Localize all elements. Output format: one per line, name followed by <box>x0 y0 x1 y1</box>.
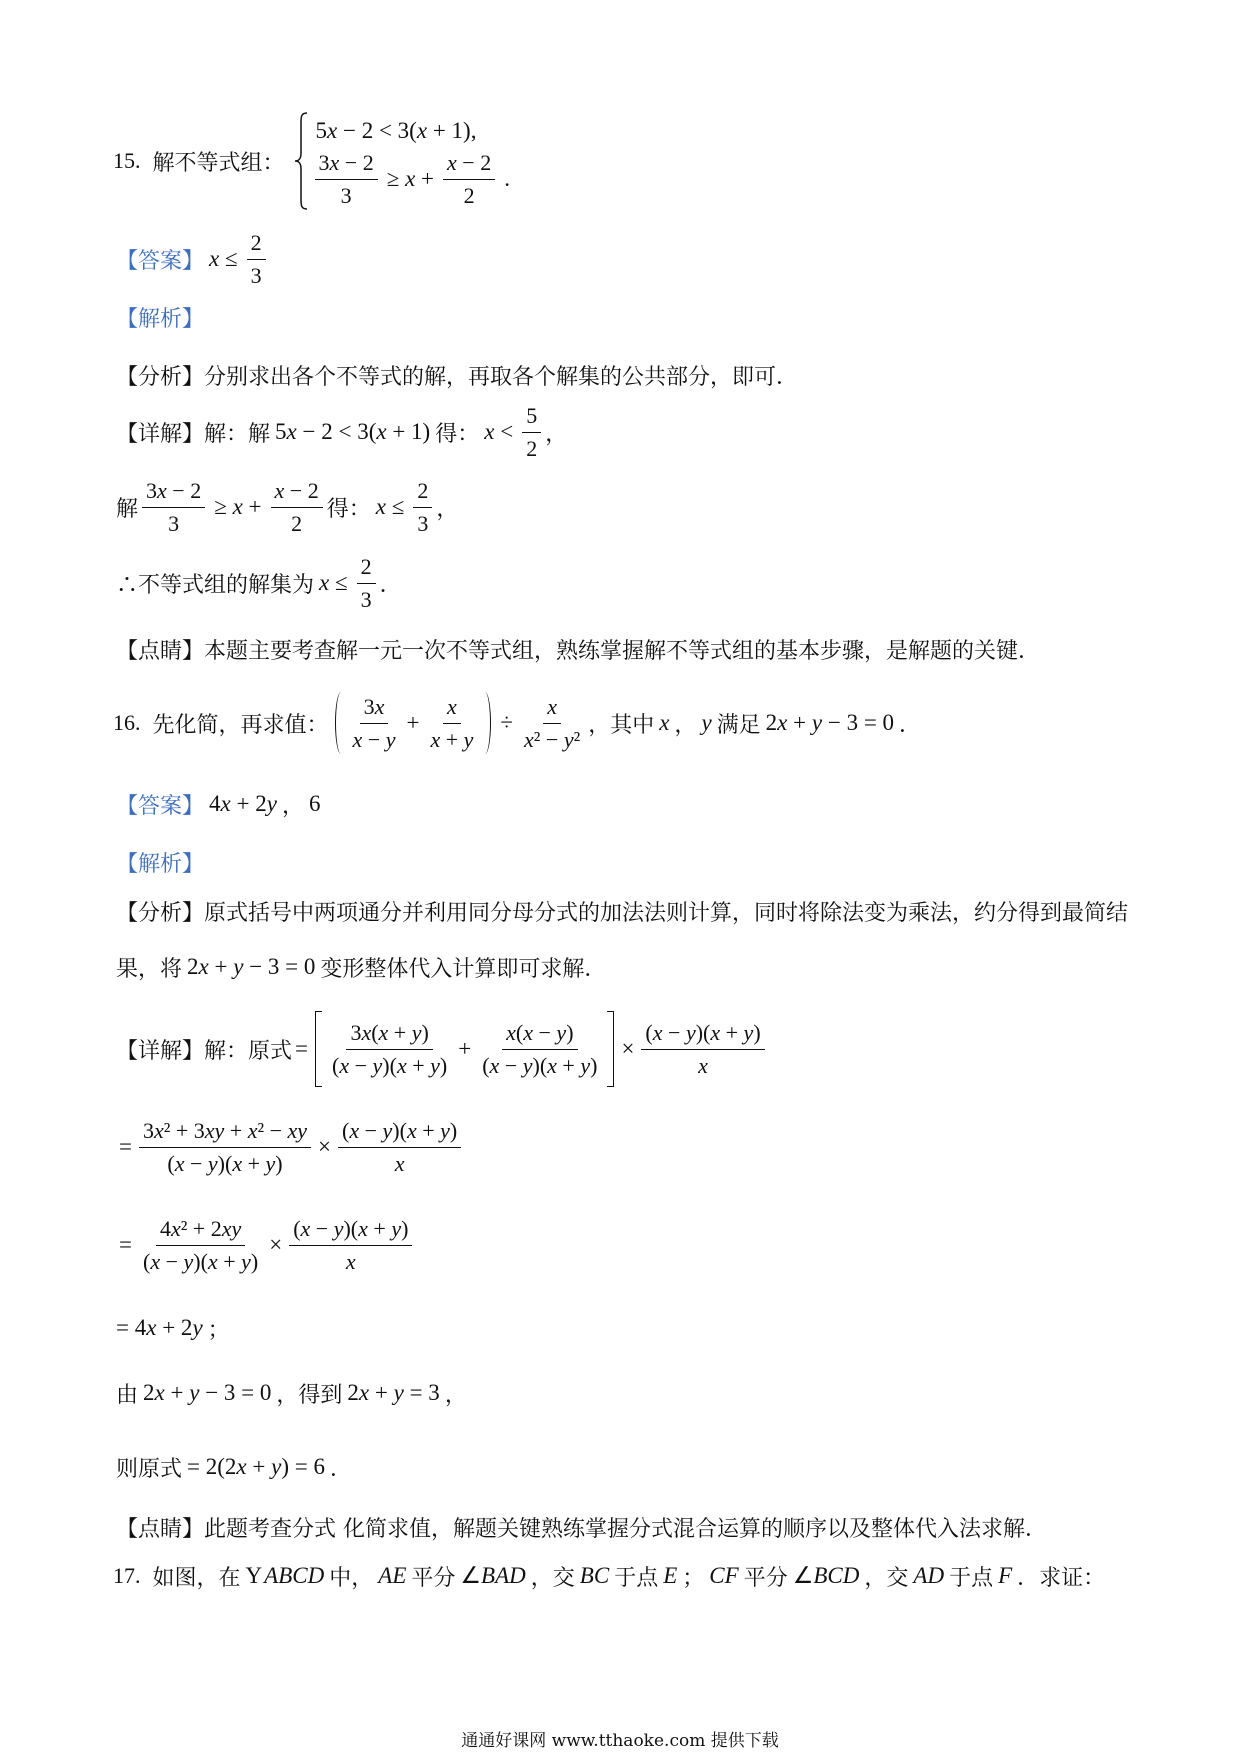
numerator: x − 2 <box>443 150 495 179</box>
answer-value: 6 <box>308 791 321 816</box>
fraction <box>139 1118 311 1176</box>
fraction <box>520 694 584 752</box>
numerator: 3x² + 3xy + x² − xy <box>139 1118 311 1147</box>
denominator: 3 <box>360 586 372 612</box>
question-prompt: 先化简，再求值： <box>152 712 329 738</box>
math-variable: x <box>659 710 670 735</box>
fraction <box>349 694 400 752</box>
xiangjie-label: 【详解】 <box>116 421 205 447</box>
punctuation: ， <box>436 496 459 522</box>
fraction <box>139 1216 262 1274</box>
left-bracket <box>315 1011 322 1087</box>
dianjing-label: 【点睛】 <box>116 638 205 664</box>
denominator: (x − y)(x + y) <box>142 1248 259 1274</box>
denominator: 2 <box>463 182 475 208</box>
math-expression: ≥ x + <box>214 494 262 519</box>
math-expression: 2x + y − 3 = 0 <box>765 710 895 735</box>
equals-sign: = <box>295 1036 309 1061</box>
math-expression: = 2(2x + y) = 6 <box>187 1454 325 1479</box>
q15-analysis-heading <box>116 302 204 332</box>
q16-xiangjie-line-6 <box>116 1449 352 1485</box>
math-name: BC <box>579 1563 610 1588</box>
numerator: (x − y)(x + y) <box>289 1216 412 1245</box>
numerator: 3x(x + y) <box>346 1020 432 1049</box>
question-number: 17. <box>113 1563 141 1588</box>
denominator: x² − y² <box>524 726 581 752</box>
answer-expression: 4x + 2y <box>209 791 277 816</box>
denominator: (x − y)(x + y) <box>167 1150 283 1176</box>
punctuation: ； <box>207 1317 230 1343</box>
times-sign: × <box>269 1232 283 1257</box>
fraction <box>271 478 323 536</box>
solution-text: 则原式 <box>116 1456 183 1482</box>
math-expression: x ≤ <box>319 570 348 595</box>
punctuation: ， <box>545 421 568 447</box>
question-text: 平分 <box>743 1565 788 1591</box>
q16-fenxi-line-1 <box>116 896 1128 926</box>
fraction <box>357 554 376 612</box>
fraction <box>443 150 495 208</box>
math-angle: ∠BAD <box>460 1563 526 1588</box>
numerator: 5 <box>522 403 541 432</box>
dianjing-label: 【点睛】 <box>116 1516 205 1542</box>
numerator: 2 <box>413 478 432 507</box>
system-brace <box>293 111 309 211</box>
fraction <box>328 1020 451 1078</box>
question-text: ，交 <box>530 1565 575 1591</box>
numerator: x <box>443 694 461 723</box>
numerator: 3x − 2 <box>315 150 378 179</box>
q16-xiangjie-line-4 <box>116 1313 230 1343</box>
numerator: (x − y)(x + y) <box>641 1020 764 1049</box>
denominator: 3 <box>250 262 262 288</box>
q15-dianjing-line <box>116 634 1040 664</box>
plus-sign: + <box>406 710 420 735</box>
math-expression: x < <box>484 419 514 444</box>
fraction <box>315 150 378 208</box>
fraction <box>338 1118 461 1176</box>
math-angle: ∠BCD <box>792 1563 860 1588</box>
denominator: x − y <box>352 726 396 752</box>
inequality-system <box>311 113 515 209</box>
punctuation: ， <box>444 1382 467 1408</box>
answer-label: 【答案】 <box>116 248 205 274</box>
solution-text: ，得到 <box>276 1382 343 1408</box>
punctuation: ； <box>682 1565 705 1591</box>
denominator: x <box>698 1052 708 1078</box>
math-name: F <box>998 1563 1013 1588</box>
denominator: 2 <box>526 435 538 461</box>
right-bracket <box>607 1011 614 1087</box>
inequality-1: 5x − 2 < 3(x + 1), <box>315 118 477 143</box>
q16-dianjing-line <box>116 1512 1047 1542</box>
xiangjie-label: 【详解】 <box>116 1038 205 1064</box>
math-expression: x ≤ <box>375 494 405 519</box>
numerator: 2 <box>247 230 266 259</box>
question-text: 如图，在 <box>152 1565 241 1591</box>
question-text: 中， <box>329 1565 374 1591</box>
punctuation: ， <box>281 793 304 819</box>
fraction <box>247 230 266 288</box>
footer-watermark-text: 通通好课网 www.tthaoke.com 提供下载 <box>461 1730 779 1751</box>
fraction <box>426 694 477 752</box>
punctuation: ． <box>379 572 402 598</box>
question-text: 平分 <box>411 1565 456 1591</box>
solution-text: 解：原式 <box>204 1038 293 1064</box>
question-text: ．求证： <box>1017 1565 1106 1591</box>
q15-fenxi-line <box>116 360 798 390</box>
q16-fenxi-line-2 <box>116 952 606 982</box>
math-expression: 5x − 2 < 3(x + 1) <box>275 419 431 444</box>
punctuation: ． <box>329 1456 352 1482</box>
fraction <box>478 1020 601 1078</box>
fenxi-text: 果，将 <box>116 956 183 982</box>
q15-answer-line <box>116 227 270 291</box>
times-sign: × <box>318 1134 332 1159</box>
math-expression: 2x + y − 3 = 0 <box>187 954 316 979</box>
question-text: ，交 <box>864 1565 909 1591</box>
equals-sign: = <box>119 1232 132 1257</box>
q15-xiangjie-line-2 <box>116 475 458 539</box>
divide-sign: ÷ <box>500 710 514 735</box>
question-15 <box>113 109 515 213</box>
fraction <box>289 1216 412 1274</box>
times-sign: × <box>621 1036 635 1061</box>
q16-xiangjie-line-5 <box>116 1378 467 1408</box>
fraction <box>641 1020 764 1078</box>
solution-text: 得： <box>435 421 480 447</box>
question-number: 15. <box>113 148 141 173</box>
answer-expression: x ≤ <box>209 246 238 271</box>
plus-sign: + <box>458 1036 472 1061</box>
numerator: 4x² + 2xy <box>156 1216 245 1245</box>
question-text: 于点 <box>949 1565 994 1591</box>
solution-text: 得： <box>326 496 371 522</box>
math-expression: = 4x + 2y <box>116 1315 203 1340</box>
parallelogram-symbol: Y <box>245 1563 263 1588</box>
q16-analysis-heading <box>116 847 204 877</box>
analysis-label: 【解析】 <box>116 851 205 877</box>
page-footer <box>0 1727 1240 1749</box>
system-row-2 <box>311 149 515 209</box>
math-variable: y <box>701 710 712 735</box>
solution-text: 解：解 <box>204 421 271 447</box>
numerator: x(x − y) <box>502 1020 577 1049</box>
fenxi-label: 【分析】 <box>116 900 205 926</box>
row-end-mark: . <box>504 166 510 191</box>
solution-text: 解 <box>116 496 139 522</box>
math-name: E <box>663 1563 678 1588</box>
question-text: 于点 <box>614 1565 659 1591</box>
punctuation: ． <box>899 712 922 738</box>
math-name: ABCD <box>264 1563 325 1588</box>
numerator: 2 <box>357 554 376 583</box>
fenxi-text: 变形整体代入计算即可求解． <box>320 956 607 982</box>
fraction <box>413 478 432 536</box>
solution-text: 由 <box>116 1382 139 1408</box>
math-name: AD <box>913 1563 945 1588</box>
denominator: 3 <box>340 182 352 208</box>
q15-xiangjie-line-3 <box>116 551 402 615</box>
q16-xiangjie-line-1 <box>116 1009 769 1089</box>
analysis-label: 【解析】 <box>116 306 205 332</box>
fraction <box>142 478 205 536</box>
question-text: 满足 <box>716 712 761 738</box>
fenxi-text: 分别求出各个不等式的解，再取各个解集的公共部分，即可． <box>204 364 799 390</box>
denominator: x + y <box>430 726 474 752</box>
math-expression: 2x + y − 3 = 0 <box>143 1380 272 1405</box>
question-prompt: 解不等式组： <box>152 150 285 176</box>
math-expression: 2x + y = 3 <box>347 1380 440 1405</box>
q15-xiangjie-line-1 <box>116 400 567 464</box>
numerator: (x − y)(x + y) <box>338 1118 461 1147</box>
fraction <box>522 403 541 461</box>
question-16 <box>113 688 921 758</box>
equals-sign: = <box>119 1134 132 1159</box>
dianjing-text: 此题考查分式 化简求值，解题关键熟练掌握分式混合运算的顺序以及整体代入法求解． <box>204 1516 1048 1542</box>
numerator: 3x <box>360 694 389 723</box>
numerator: x <box>543 694 561 723</box>
fenxi-text: 原式括号中两项通分并利用同分母分式的加法法则计算，同时将除法变为乘法，约分得到最简结 <box>204 900 1129 926</box>
denominator: 3 <box>417 510 429 536</box>
question-17 <box>113 1561 1105 1591</box>
denominator: x <box>345 1248 356 1274</box>
left-paren <box>335 692 345 754</box>
fenxi-label: 【分析】 <box>116 364 205 390</box>
system-row-1 <box>311 113 515 149</box>
right-paren <box>481 692 491 754</box>
dianjing-text: 本题主要考查解一元一次不等式组，熟练掌握解不等式组的基本步骤，是解题的关键． <box>204 638 1041 664</box>
answer-label: 【答案】 <box>116 793 205 819</box>
solution-text: ∴不等式组的解集为 <box>116 572 315 598</box>
q16-xiangjie-line-3 <box>116 1210 416 1280</box>
numerator: x − 2 <box>271 478 323 507</box>
math-name: AE <box>378 1563 407 1588</box>
denominator: 3 <box>168 510 180 536</box>
denominator: x <box>394 1150 405 1176</box>
denominator: (x − y)(x + y) <box>332 1052 448 1078</box>
denominator: 2 <box>291 510 303 536</box>
math-name: CF <box>709 1563 739 1588</box>
punctuation: ， <box>674 712 697 738</box>
numerator: 3x − 2 <box>142 478 205 507</box>
question-number: 16. <box>113 710 141 735</box>
denominator: (x − y)(x + y) <box>482 1052 598 1078</box>
q16-xiangjie-line-2 <box>116 1112 465 1182</box>
question-text: ，其中 <box>588 712 655 738</box>
q16-answer-line <box>116 789 325 819</box>
inequality-middle: ≥ x + <box>386 166 435 191</box>
